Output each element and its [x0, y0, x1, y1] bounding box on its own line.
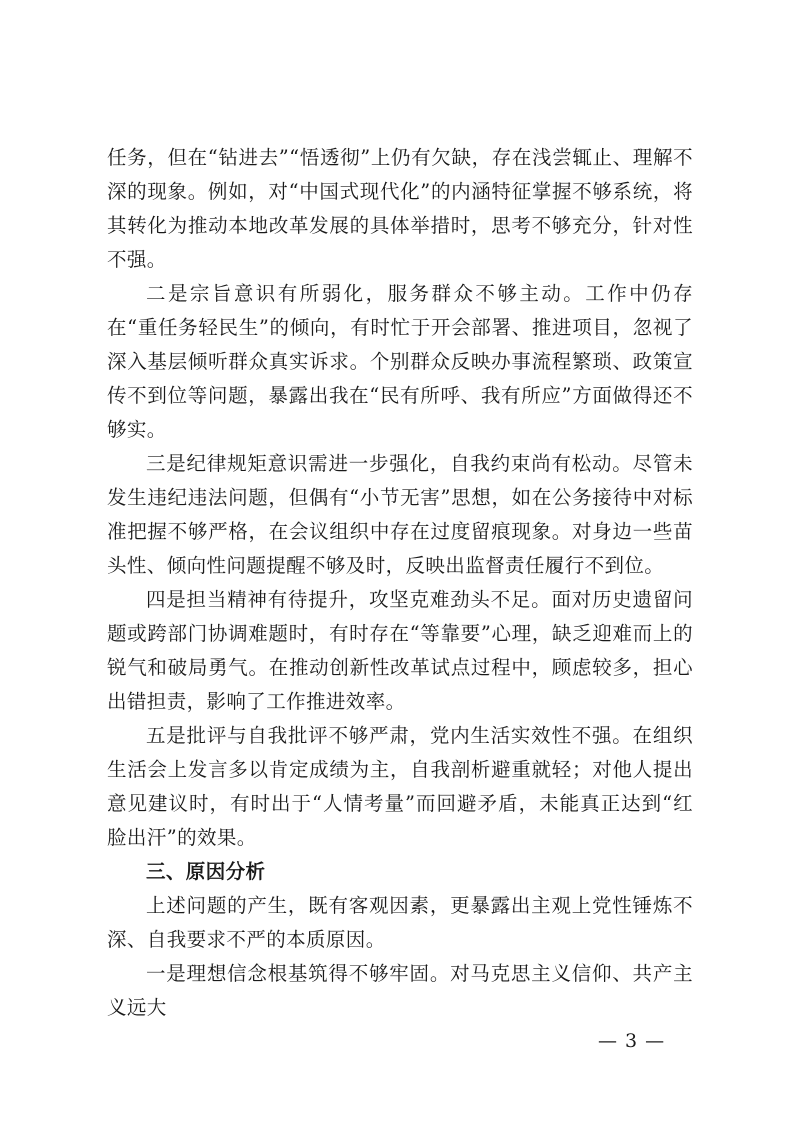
- paragraph-point-3: 三是纪律规矩意识需进一步强化，自我约束尚有松动。尽管未发生违纪违法问题，但偶有“小节无害”思想，如在公务接待中对标准把握不够严格，在会议组织中存在过度留痕现象。对身边一些苗头性、倾向性问题提醒不够及时，反映出监督责任履行不到位。: [107, 452, 693, 577]
- paragraph-cause-1: 一是理想信念根基筑得不够牢固。对马克思主义信仰、共产主义远大: [107, 962, 693, 1019]
- paragraph-point-4: 四是担当精神有待提升，攻坚克难劲头不足。面对历史遗留问题或跨部门协调难题时，有时存在“等靠要”心理，缺乏迎难而上的锐气和破局勇气。在推动创新性改革试点过程中，顾虑较多，担心出错担责，影响了工作推进效率。: [107, 588, 693, 713]
- paragraph-point-5: 五是批评与自我批评不够严肃，党内生活实效性不强。在组织生活会上发言多以肯定成绩为主，自我剖析避重就轻；对他人提出意见建议时，有时出于“人情考量”而回避矛盾，未能真正达到“红脸出汗”的效果。: [107, 724, 693, 849]
- page-number: — 3 —: [598, 1030, 666, 1052]
- section-heading-cause-analysis: 三、原因分析: [146, 860, 266, 883]
- document-body: [107, 141, 693, 1025]
- paragraph-cause-intro: 上述问题的产生，既有客观因素，更暴露出主观上党性锤炼不深、自我要求不严的本质原因。: [107, 894, 693, 951]
- paragraph-continuation: 任务，但在“钻进去”“悟透彻”上仍有欠缺，存在浅尝辄止、理解不深的现象。例如，对“中国式现代化”的内涵特征掌握不够系统，将其转化为推动本地改革发展的具体举措时，思考不够充分，针对性不强。: [107, 146, 693, 271]
- paragraph-point-2: 二是宗旨意识有所弱化，服务群众不够主动。工作中仍存在“重任务轻民生”的倾向，有时忙于开会部署、推进项目，忽视了深入基层倾听群众真实诉求。个别群众反映办事流程繁琐、政策宣传不到位等问题，暴露出我在“民有所呼、我有所应”方面做得还不够实。: [107, 282, 693, 441]
